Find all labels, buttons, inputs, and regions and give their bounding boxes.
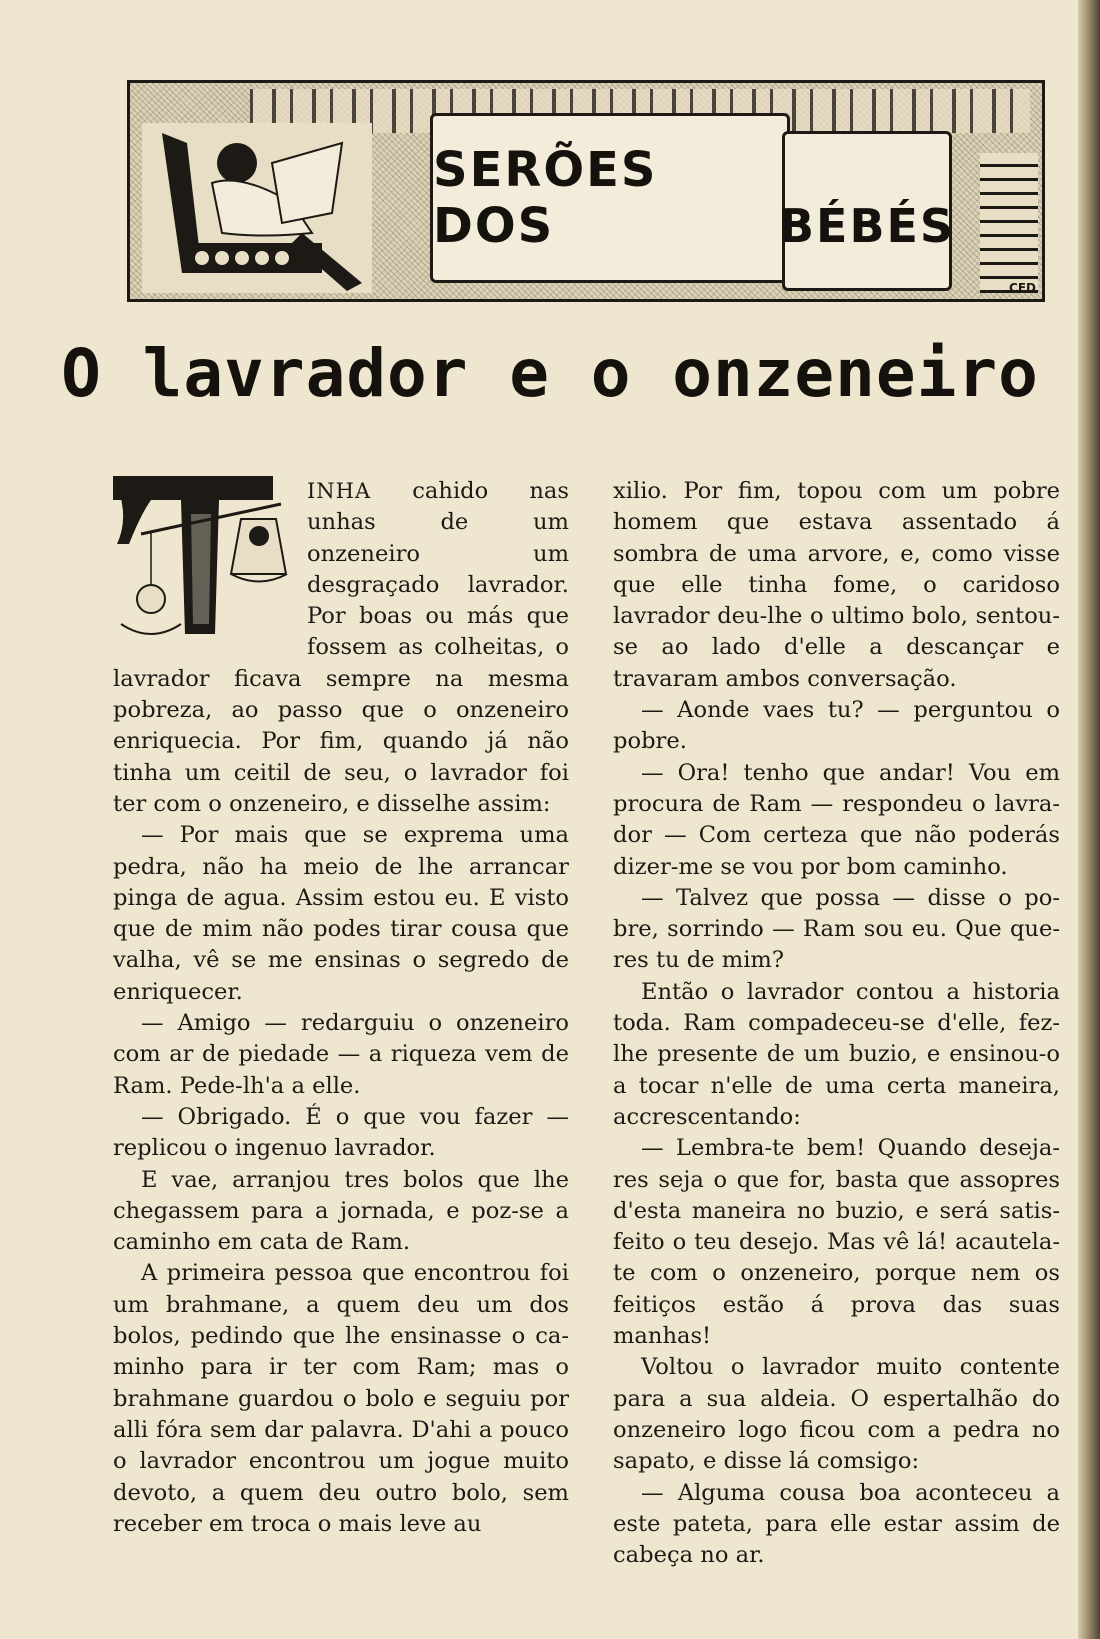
illustrated-drop-cap: [111, 474, 293, 652]
book-stack-illustration: [980, 153, 1038, 293]
paragraph: — Lembra-te bem! Quando desejares seja o que for, basta que assopres d'esta maneira no buzio, e será satisfeito o teu desejo. Mas vê lá! acautela-te com o onzeneiro, porque nem os feitiços estão á prova das suas manhas!: [613, 1135, 1060, 1350]
paragraph: — Amigo — redarguiu o onzeneiro com ar de piedade — a riqueza vem de Ram. Pede-lh'a a elle.: [113, 1010, 569, 1099]
paragraph: xilio. Por fim, topou com um pobre homem que estava assentado á sombra de uma arvore, e, como visse que elle tinha fome, o caridoso lavrador deu-lhe o ultimo bolo, sentou-se ao lado d'elle a descançar e travaram ambos conversação.: [613, 478, 1060, 692]
reading-girl-illustration: [142, 123, 372, 293]
banner-scroll-left: [430, 113, 790, 283]
right-column: [613, 476, 1060, 1571]
header-banner: [127, 80, 1045, 302]
paragraph: — Por mais que se exprema uma pedra, não ha meio de lhe arrancar pinga de agua. Assim estou eu. E visto que de mim não podes tirar cousa que valha, vê se me ensinas o segredo de enriquecer.: [113, 822, 569, 1005]
paragraph: — Alguma cousa boa aconteceu a este pateta, para elle estar assim de cabeça no ar.: [613, 1479, 1060, 1569]
paragraph: E vae, arranjou tres bolos que lhe chegassem para a jornada, e poz-se a caminho em cata de Ram.: [113, 1166, 569, 1256]
left-column: [113, 476, 569, 1540]
artist-signature: CED: [1009, 281, 1036, 295]
paragraph: — Talvez que possa — disse o pobre, sorrindo — Ram sou eu. Que queres tu de mim?: [613, 884, 1060, 974]
paragraph: Então o lavrador contou a historia toda. Ram compadeceu-se d'elle, fezlhe presente de um buzio, e ensinou-o a tocar n'elle de uma certa maneira, accrescentando:: [613, 978, 1060, 1130]
paragraph: — Aonde vaes tu? — perguntou o pobre.: [613, 697, 1060, 755]
paragraph: A primeira pessoa que encontrou foi um brahmane, a quem deu um dos bolos, pedindo que lhe ensinasse o caminho para ir ter com Ram; mas o brahmane guardou o bolo e seguiu por alli fóra sem dar palavra. D'ahi a pouco o lavrador encontrou um jogue muito devoto, a quem deu outro bolo, sem receber em troca o mais leve au: [113, 1260, 569, 1537]
article-title: O lavrador e o onzeneiro: [61, 335, 1039, 412]
drop-cap-t-icon: [111, 474, 293, 652]
banner-title-left: SERÕES DOS: [433, 142, 658, 254]
banner-title-right: BÉBÉS: [778, 199, 956, 253]
banner-scroll-right: [778, 131, 956, 291]
paragraph: Voltou o lavrador muito contente para a sua aldeia. O espertalhão do onzeneiro logo ficou com a pedra no sapato, e disse lá comsigo:: [613, 1354, 1060, 1475]
page-edge-shadow: [1078, 0, 1100, 1639]
first-word-smallcaps: INHA: [307, 479, 372, 503]
paragraph: — Ora! tenho que andar! Vou em procura de Ram — respondeu o lavrador — Com certeza que não poderás dizer-me se vou por bom caminho.: [613, 759, 1060, 880]
paragraph-text: cahido nas unhas de um onzeneiro um desgraçado lavrador. Por boas ou más que fossem as colheitas, o lavrador ficava sempre na mesma pobreza, ao passo que o onzeneiro enriquecia. Por fim, quando já não tinha um ceitil de seu, o lavrador foi ter com o onzeneiro, e disselhe assim:: [113, 478, 569, 817]
paragraph: — Obrigado. É o que vou fazer — replicou o ingenuo lavrador.: [113, 1103, 569, 1162]
